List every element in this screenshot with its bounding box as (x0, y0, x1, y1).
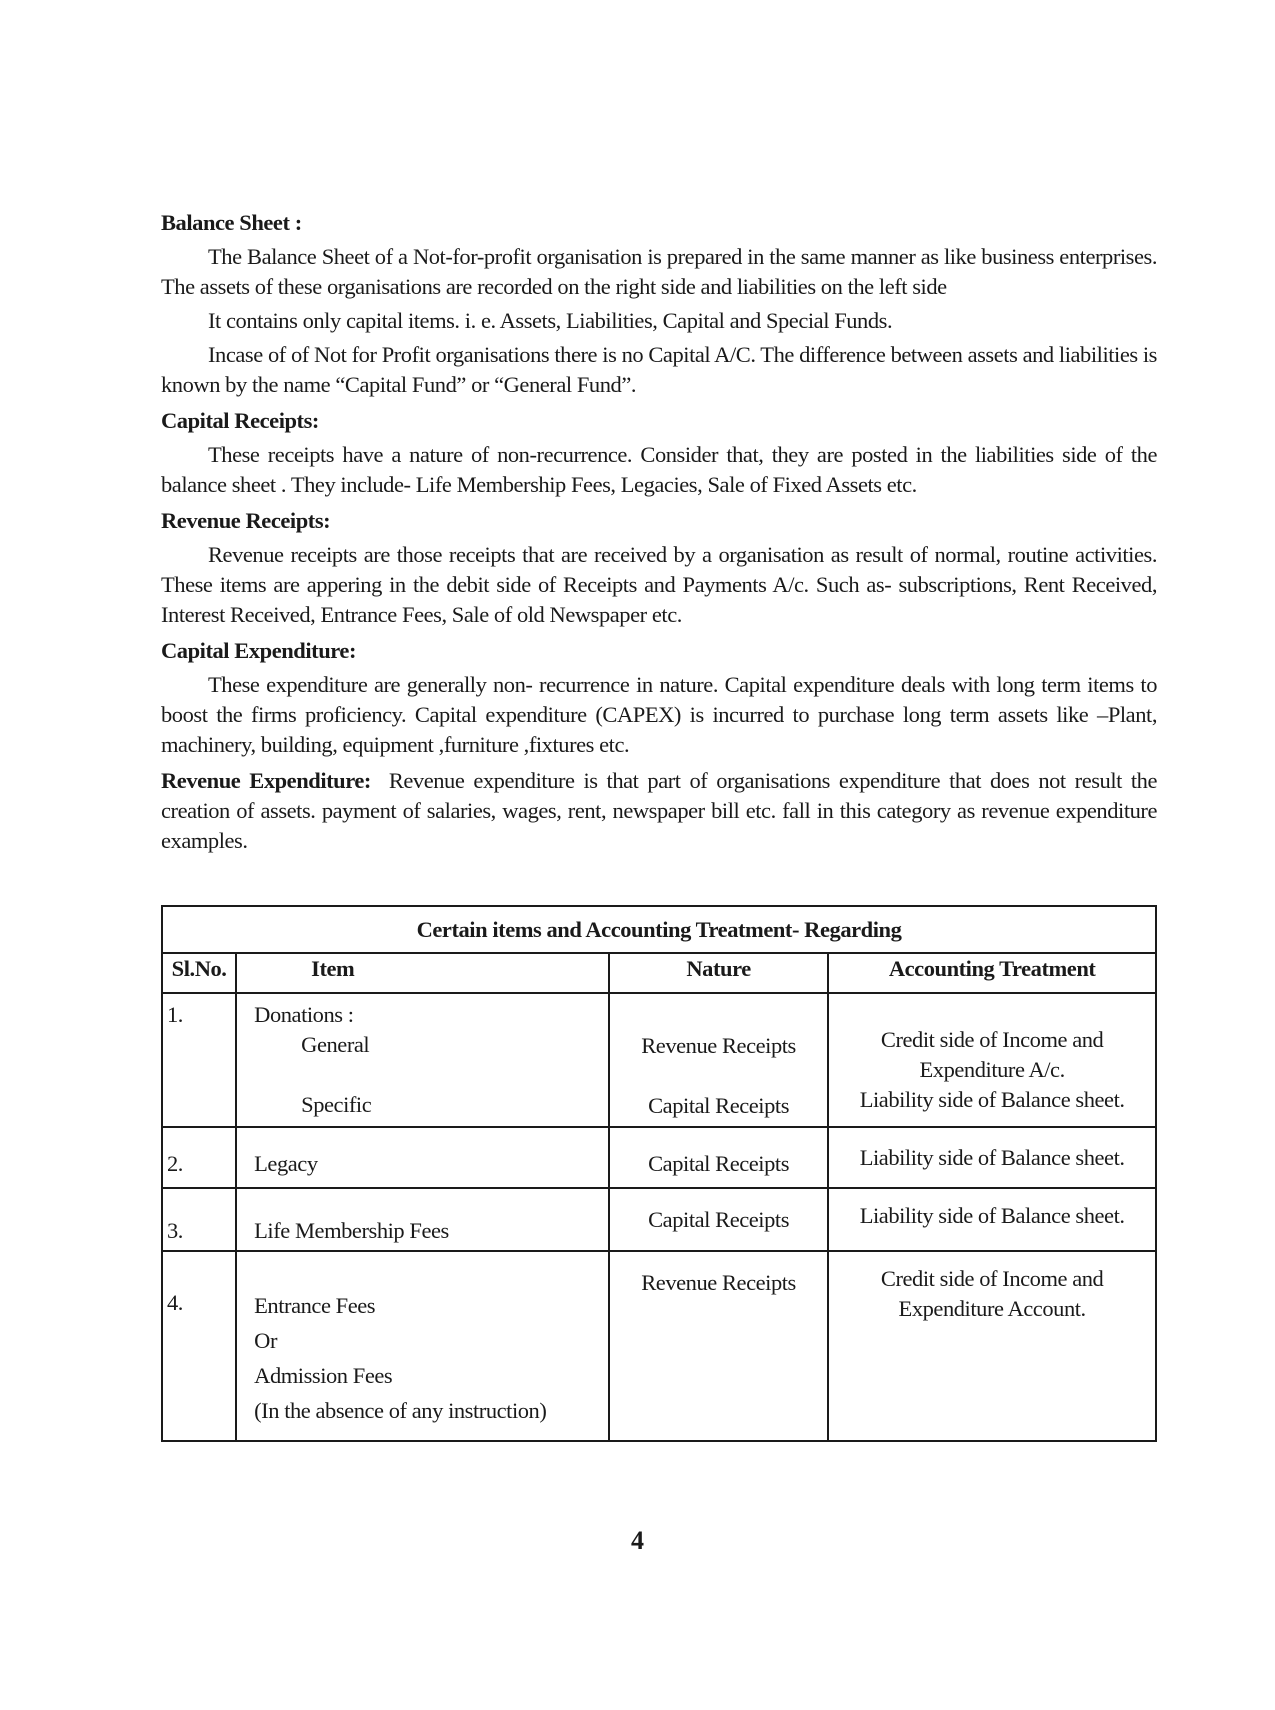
item-line: (In the absence of any instruction) (254, 1398, 547, 1423)
item-sub-specific: Specific (301, 1092, 372, 1117)
header-item: Item (236, 953, 609, 993)
paragraph: It contains only capital items. i. e. Assets, Liabilities, Capital and Special Funds. (208, 308, 893, 333)
treatment-general-line1: Credit side of Income and (880, 1027, 1104, 1052)
table-row (162, 1188, 1156, 1251)
cell-slno: 3. (162, 1188, 236, 1251)
cell-treatment: Credit side of Income and Expenditure Account. (828, 1251, 1156, 1441)
cell-slno: 2. (162, 1127, 236, 1188)
table-row (162, 1251, 1156, 1441)
cell-treatment (828, 993, 1156, 1127)
treatment-general-line2: Expenditure A/c. (919, 1057, 1065, 1082)
page-body (161, 208, 1157, 856)
cell-treatment: Liability side of Balance sheet. (828, 1188, 1156, 1251)
table-row (162, 993, 1156, 1127)
treatment-specific: Liability side of Balance sheet. (859, 1087, 1125, 1112)
page-number: 4 (631, 1526, 644, 1555)
item-sub-general: General (301, 1032, 370, 1057)
cell-item (236, 993, 609, 1127)
item-title: Donations : (254, 1002, 354, 1027)
paragraph: Incase of of Not for Profit organisations there is no Capital A/C. The difference between assets and liabilities is known by the name “Capital Fund” or “General Fund”. (161, 342, 1157, 397)
item-line: Entrance Fees (254, 1293, 376, 1318)
header-nature: Nature (609, 953, 828, 993)
cell-item (236, 1251, 609, 1441)
cell-nature: Revenue Receipts (609, 1251, 828, 1441)
cell-item: Life Membership Fees (236, 1188, 609, 1251)
paragraph: The Balance Sheet of a Not-for-profit organisation is prepared in the same manner as like business enterprises. The assets of these organisations are recorded on the right side and liabilities on the left side (161, 244, 1157, 299)
cell-slno: 4. (162, 1251, 236, 1441)
table-caption: Certain items and Accounting Treatment- Regarding (162, 906, 1156, 953)
revenue-expenditure-text: Revenue expenditure is that part of organisations expenditure that does not result the creation of assets. payment of salaries, wages, rent, newspaper bill etc. fall in this category as revenue expenditure examples. (161, 768, 1157, 853)
nature-general: Revenue Receipts (641, 1033, 796, 1058)
paragraph: These expenditure are generally non- recurrence in nature. Capital expenditure deals with long term items to boost the firms proficiency. Capital expenditure (CAPEX) is incurred to purchase long term assets like –Plant, machinery, building, equipment ,furniture ,fixtures etc. (161, 672, 1157, 757)
header-accounting-treatment: Accounting Treatment (828, 953, 1156, 993)
paragraph: Revenue receipts are those receipts that are received by a organisation as result of normal, routine activities. These items are appering in the debit side of Receipts and Payments A/c. Such as- subscriptions, Rent Received, Interest Received, Entrance Fees, Sale of old Newspaper etc. (161, 542, 1157, 627)
heading-capital-receipts: Capital Receipts: (161, 408, 319, 433)
cell-nature: Capital Receipts (609, 1127, 828, 1188)
cell-nature (609, 993, 828, 1127)
paragraph: These receipts have a nature of non-recurrence. Consider that, they are posted in the liabilities side of the balance sheet . They include- Life Membership Fees, Legacies, Sale of Fixed Assets etc. (161, 442, 1157, 497)
nature-specific: Capital Receipts (648, 1093, 790, 1118)
cell-nature: Capital Receipts (609, 1188, 828, 1251)
cell-item: Legacy (236, 1127, 609, 1188)
table-header-row (162, 953, 1156, 993)
heading-revenue-expenditure: Revenue Expenditure: (161, 768, 371, 793)
heading-capital-expenditure: Capital Expenditure: (161, 638, 356, 663)
table-row (162, 1127, 1156, 1188)
revenue-expenditure-paragraph (161, 766, 1157, 856)
item-line: Or (254, 1328, 277, 1353)
accounting-treatment-table (161, 905, 1157, 1442)
heading-revenue-receipts: Revenue Receipts: (161, 508, 331, 533)
heading-balance-sheet: Balance Sheet : (161, 210, 302, 235)
cell-treatment: Liability side of Balance sheet. (828, 1127, 1156, 1188)
item-line: Admission Fees (254, 1363, 393, 1388)
header-slno: Sl.No. (162, 953, 236, 993)
cell-slno: 1. (162, 993, 236, 1127)
